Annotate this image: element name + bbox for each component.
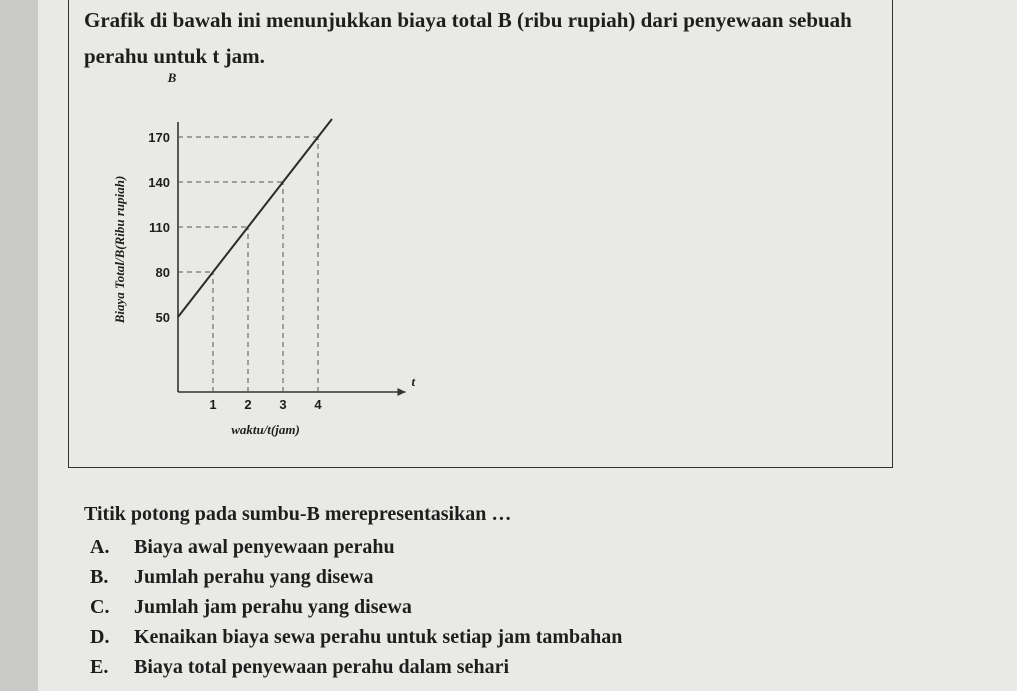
option-text: Jumlah perahu yang disewa xyxy=(134,566,374,588)
cost-line xyxy=(178,119,332,317)
option-a[interactable] xyxy=(90,532,622,562)
option-b[interactable] xyxy=(90,562,622,592)
option-text: Biaya awal penyewaan perahu xyxy=(134,536,395,558)
y-tick-label: 80 xyxy=(155,265,170,280)
y-axis-label: Biaya Total/B(Ribu rupiah) xyxy=(112,175,127,324)
option-text: Kenaikan biaya sewa perahu untuk setiap jam tambahan xyxy=(134,626,623,648)
option-text: Jumlah jam perahu yang disewa xyxy=(134,596,412,618)
x-tick-label: 4 xyxy=(314,397,322,412)
y-tick-label: 140 xyxy=(148,175,170,190)
x-tick-label: 2 xyxy=(244,397,252,412)
y-tick-label: 50 xyxy=(155,310,170,325)
option-letter: A. xyxy=(90,536,110,558)
x-axis-symbol: t xyxy=(411,374,416,389)
cost-chart xyxy=(100,70,420,440)
question-text: Titik potong pada sumbu-B merepresentasikan … xyxy=(84,503,512,525)
y-tick-label: 110 xyxy=(149,220,170,235)
x-tick-label: 1 xyxy=(209,397,217,412)
option-letter: E. xyxy=(90,656,109,678)
option-c[interactable] xyxy=(90,592,622,622)
option-d[interactable] xyxy=(90,622,622,652)
x-tick-label: 3 xyxy=(279,397,287,412)
y-axis-symbol: B xyxy=(167,70,177,85)
y-tick-label: 170 xyxy=(148,130,170,145)
option-text: Biaya total penyewaan perahu dalam sehari xyxy=(134,656,510,678)
x-axis-arrow xyxy=(398,388,406,396)
option-letter: B. xyxy=(90,566,109,588)
x-axis-label: waktu/t(jam) xyxy=(231,422,300,437)
option-letter: D. xyxy=(90,626,110,648)
page-shadow-edge xyxy=(0,0,38,691)
problem-intro: Grafik di bawah ini menunjukkan biaya total B (ribu rupiah) dari penyewaan sebuah perahu untuk t jam. xyxy=(84,8,852,68)
answer-options xyxy=(90,532,622,682)
option-letter: C. xyxy=(90,596,110,618)
option-e[interactable] xyxy=(90,652,622,682)
